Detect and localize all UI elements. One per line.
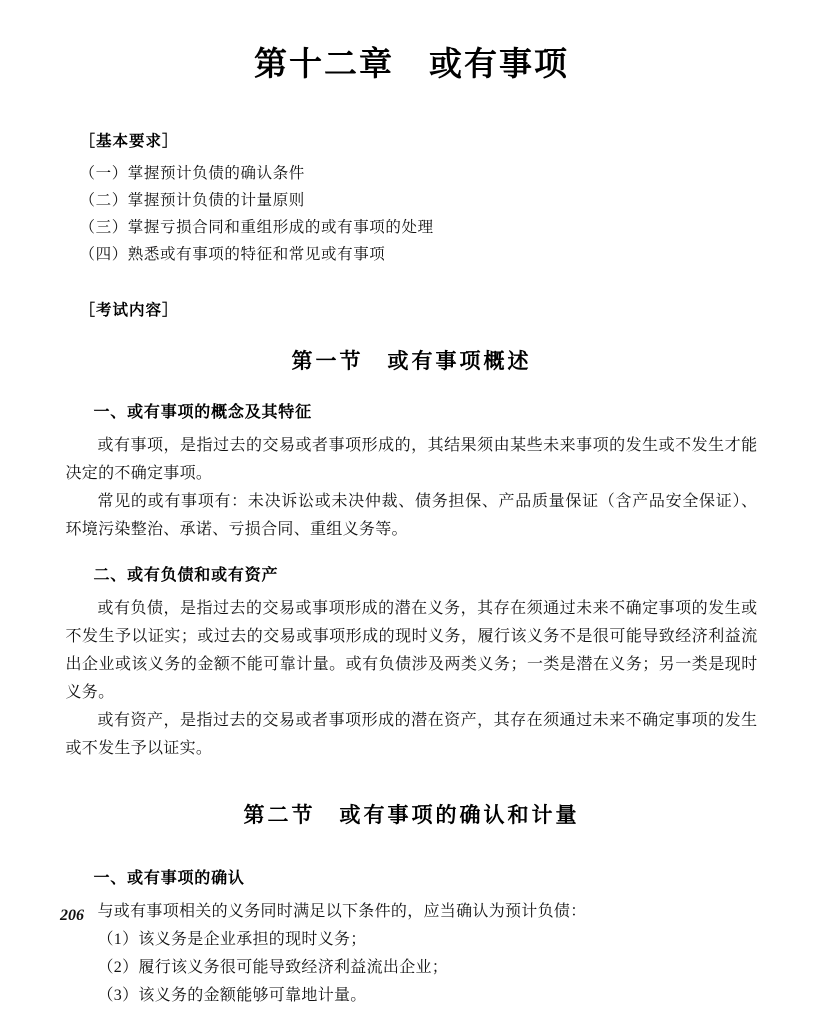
spacer	[66, 763, 758, 793]
paragraph: 常见的或有事项有：未决诉讼或未决仲裁、债务担保、产品质量保证（含产品安全保证）、环境污染整治、承诺、亏损合同、重组义务等。	[65, 493, 758, 538]
paragraph: 或有负债，是指过去的交易或事项形成的潜在义务，其存在须通过未来不确定事项的发生或不发生予以证实；或过去的交易或事项形成的现时义务，履行该义务不是很可能导致经济利益流出企业或该义务的金额不能可靠计量。或有负债涉及两类义务；一类是潜在义务；另一类是现时义务。	[65, 600, 758, 701]
spacer	[66, 381, 758, 399]
list-item: （一）掌握预计负债的确认条件	[79, 165, 305, 182]
spacer	[66, 422, 758, 432]
spacer	[66, 268, 758, 298]
spacer	[66, 835, 758, 865]
section-one-sub-two-heading: 二、或有负债和或有资产	[93, 567, 279, 584]
spacer	[66, 888, 758, 898]
exam-content-heading: ［考试内容］	[79, 302, 179, 319]
list-item: （三）掌握亏损合同和重组形成的或有事项的处理	[79, 219, 434, 236]
paragraph: 或有事项，是指过去的交易或者事项形成的，其结果须由某些未来事项的发生或不发生才能决定的不确定事项。	[65, 437, 758, 482]
chapter-title: 第十二章 或有事项	[254, 44, 569, 83]
spacer	[66, 329, 758, 339]
section-one-sub-one-heading: 一、或有事项的概念及其特征	[93, 404, 312, 421]
section-two-sub-one-heading: 一、或有事项的确认	[93, 870, 245, 887]
paragraph: 或有资产，是指过去的交易或者事项形成的潜在资产，其存在须通过未来不确定事项的发生或不发生予以证实。	[65, 712, 758, 757]
list-item: （3）该义务的金额能够可靠地计量。	[97, 987, 367, 1004]
basic-requirements-heading: ［基本要求］	[79, 133, 179, 150]
section-one-title: 第一节 或有事项概述	[291, 349, 532, 373]
basic-requirements-list	[66, 160, 758, 268]
section-two-title: 第二节 或有事项的确认和计量	[243, 803, 580, 827]
spacer	[66, 544, 758, 562]
list-item: （2）履行该义务很可能导致经济利益流出企业；	[97, 959, 449, 976]
spacer	[66, 585, 758, 595]
list-item: （1）该义务是企业承担的现时义务；	[97, 931, 367, 948]
paragraph: 与或有事项相关的义务同时满足以下条件的，应当确认为预计负债：	[97, 903, 587, 920]
page-number: 206	[60, 907, 84, 924]
page-content	[66, 85, 758, 1010]
list-item: （四）熟悉或有事项的特征和常见或有事项	[79, 246, 386, 263]
list-item: （二）掌握预计负债的计量原则	[79, 192, 305, 209]
